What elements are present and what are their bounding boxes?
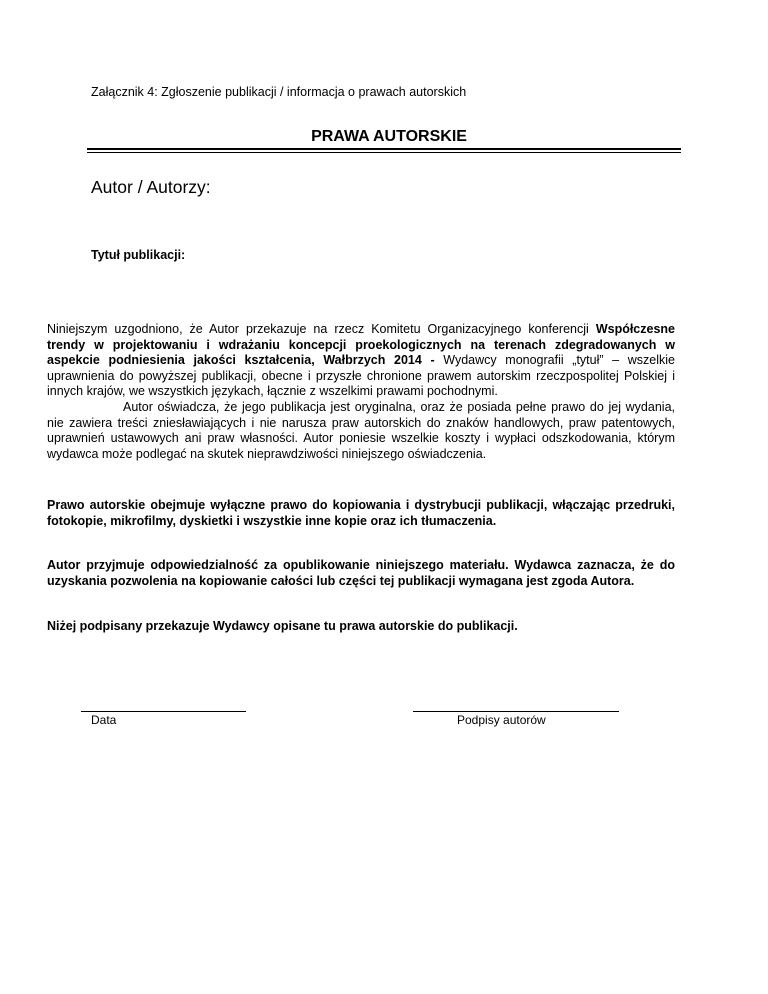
title-rule-thin (87, 152, 681, 153)
transfer-statement-paragraph: Niżej podpisany przekazuje Wydawcy opisane tu prawa autorskie do publikacji. (47, 619, 518, 633)
agreement-intro: Niniejszym uzgodniono, że Autor przekazuje na rzecz Komitetu Organizacyjnego konferencji (47, 322, 596, 336)
copyright-scope-paragraph: Prawo autorskie obejmuje wyłączne prawo do kopiowania i dystrybucji publikacji, włączając przedruki, fotokopie, mikrofilmy, dyskietki i wszystkie inne kopie oraz ich tłumaczenia. (47, 498, 675, 528)
annex-header: Załącznik 4: Zgłoszenie publikacji / informacja o prawach autorskich (91, 85, 467, 99)
title-rule-thick (87, 148, 681, 150)
date-signature-line (81, 711, 246, 712)
date-label: Data (91, 713, 117, 727)
responsibility-paragraph: Autor przyjmuje odpowiedzialność za opublikowanie niniejszego materiału. Wydawca zaznacza, że do uzyskania pozwolenia na kopiowanie całości lub części tej publikacji wymagana jest zgoda Autora. (47, 558, 675, 588)
authors-label: Autor / Autorzy: (91, 177, 211, 197)
agreement-text (47, 322, 675, 462)
authors-signature-line (413, 711, 619, 712)
document-title: PRAWA AUTORSKIE (311, 128, 467, 145)
agreement-rights: Wydawcy monografii „tytuł” – wszelkie uprawnienia do powyższej publikacji, obecne i przyszłe chronione prawem autorskim rzeczpospolitej Polskiej i innych krajów, we wszystkich językach, łącznie z wszelkimi prawami pochodnymi. (47, 353, 675, 399)
authors-signatures-label: Podpisy autorów (457, 713, 546, 727)
publication-title-label: Tytuł publikacji: (91, 248, 186, 262)
conference-name: Współczesne trendy w projektowaniu i wdrażaniu koncepcji proekologicznych na terenach zdegradowanych w aspekcie podniesienia jakości kształcenia, Wałbrzych 2014 - (47, 322, 675, 368)
author-declaration-paragraph: Autor oświadcza, że jego publikacja jest oryginalna, oraz że posiada pełne prawo do jej wydania, nie zawiera treści zniesławiających i nie narusza praw autorskich do znaków handlowych, praw patentowych, uprawnień ustawowych ani praw własności. Autor poniesie wszelkie koszty i wypłaci odszkodowania, którym wydawca może podlegać na skutek nieprawdziwości niniejszego oświadczenia. (47, 399, 675, 461)
agreement-paragraph-1 (47, 322, 675, 400)
